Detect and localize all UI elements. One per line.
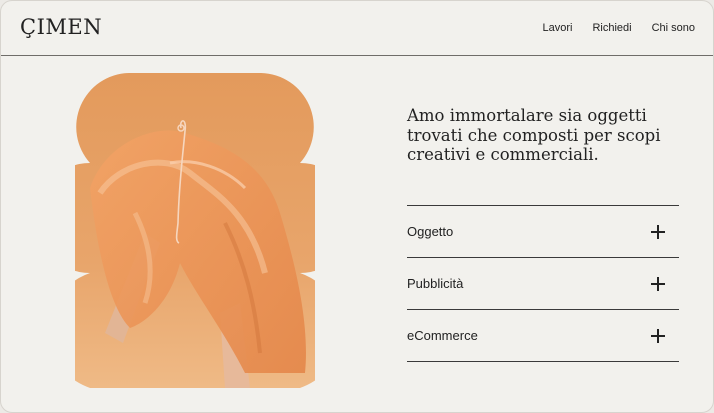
accordion-item-oggetto[interactable] [407,205,679,257]
intro-text [407,106,697,165]
accordion-item-ecommerce[interactable] [407,309,679,362]
nav-lavori[interactable]: Lavori [542,22,573,34]
accordion-item-pubblicita[interactable] [407,257,679,309]
nav-richiedi[interactable]: Richiedi [592,22,632,34]
intro-line-3: creativi e commerciali. [407,145,599,164]
header [1,1,713,56]
intro-line-2: trovati che composti per scopi [407,125,661,145]
services-accordion [407,205,679,362]
nav-chi-sono[interactable]: Chi sono [651,22,695,34]
accordion-label: Oggetto [407,224,454,239]
accordion-label: eCommerce [407,328,478,343]
main-nav [542,22,695,34]
plus-icon[interactable] [651,225,665,239]
hero-photo [75,73,315,388]
logo[interactable]: ÇIMEN [20,15,103,39]
accordion-label: Pubblicità [407,276,464,291]
plus-icon[interactable] [651,329,665,343]
plus-icon[interactable] [651,277,665,291]
intro-line-1: Amo immortalare sia oggetti [407,106,647,125]
